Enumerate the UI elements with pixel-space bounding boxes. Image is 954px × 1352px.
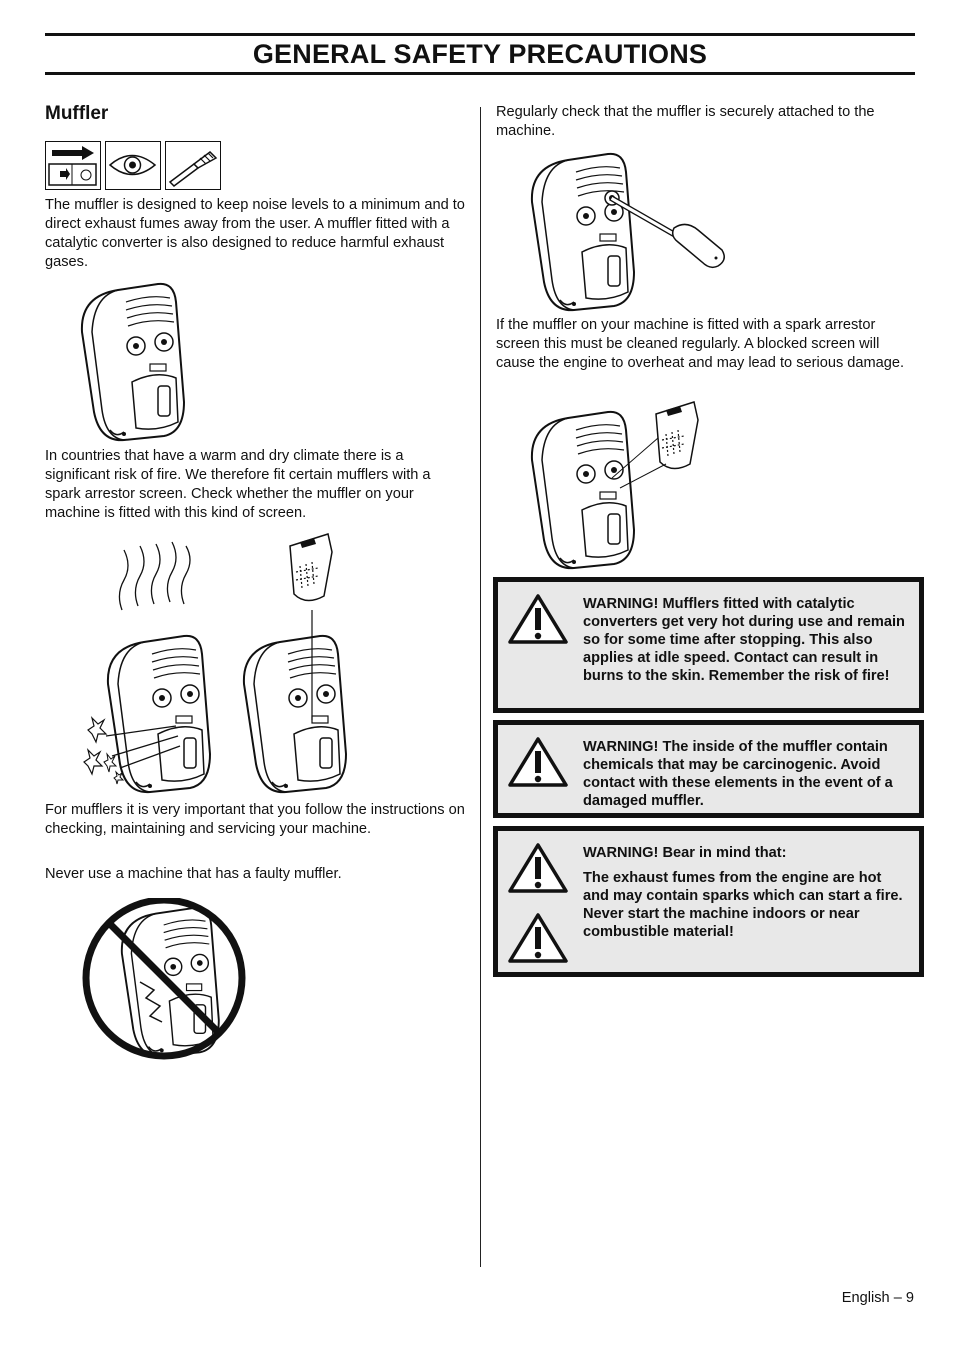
attachment-check-text: Regularly check that the muffler is securely attached to the machine. xyxy=(496,104,875,139)
cleaning-brush-icon xyxy=(165,141,221,190)
warning-triangle-icon xyxy=(508,841,568,895)
warning-text: WARNING! Mufflers fitted with catalytic converters get very hot during use and remain so for some time after stopping. This also applies at idle speed. Contact can result in burns to the skin. Remember the risk of fire! xyxy=(583,596,905,684)
section-heading: Muffler xyxy=(45,103,109,124)
warning-triangle-icon xyxy=(508,592,568,646)
read-manual-icon xyxy=(45,141,101,190)
exhaust-fumes-warning xyxy=(493,826,924,977)
maintenance-instruction: For mufflers it is very important that you follow the instructions on checking, maintaining and servicing your machine. xyxy=(45,802,465,837)
warning-text: The exhaust fumes from the engine are hot and may contain sparks which can start a fire. Never start the machine indoors or near combustible material! xyxy=(583,870,903,940)
instruction-icons xyxy=(45,141,221,190)
catalytic-converter-warning xyxy=(493,577,924,713)
spark-screen-removal-illustration xyxy=(526,398,706,575)
column-divider xyxy=(480,107,481,1267)
page-footer: English – 9 xyxy=(841,1290,914,1306)
spark-arrestor-info: In countries that have a warm and dry climate there is a significant risk of fire. We therefore fit certain mufflers with a spark arrestor screen. Check whether the muffler on your machine is fitted with this kind of screen. xyxy=(45,448,431,521)
muffler-illustration xyxy=(80,282,190,451)
screen-cleaning-text: If the muffler on your machine is fitted with a spark arrestor screen this must be cleaned regularly. A blocked screen will cause the engine to overheat and may lead to serious damage. xyxy=(496,317,905,371)
faulty-muffler-prohibited-illustration xyxy=(80,898,250,1068)
carcinogenic-warning xyxy=(493,720,924,818)
warning-text: WARNING! The inside of the muffler contain chemicals that may be carcinogenic. Avoid contact with these elements in the event of a damaged muffler. xyxy=(583,739,893,809)
warning-triangle-icon xyxy=(508,911,568,965)
muffler-description: The muffler is designed to keep noise levels to a minimum and to direct exhaust fumes away from the user. A muffler fitted with a catalytic converter is also designed to reduce harmful exhaust gases. xyxy=(45,197,465,270)
spark-arrestor-illustration xyxy=(80,530,350,803)
faulty-muffler-warning-text: Never use a machine that has a faulty muffler. xyxy=(45,866,342,882)
warning-title: WARNING! Bear in mind that: xyxy=(583,845,787,861)
page-title-bar xyxy=(45,33,915,75)
warning-triangle-icon xyxy=(508,735,568,789)
inspect-eye-icon xyxy=(105,141,161,190)
page-title: GENERAL SAFETY PRECAUTIONS xyxy=(252,38,708,69)
screwdriver-check-illustration xyxy=(526,150,731,320)
